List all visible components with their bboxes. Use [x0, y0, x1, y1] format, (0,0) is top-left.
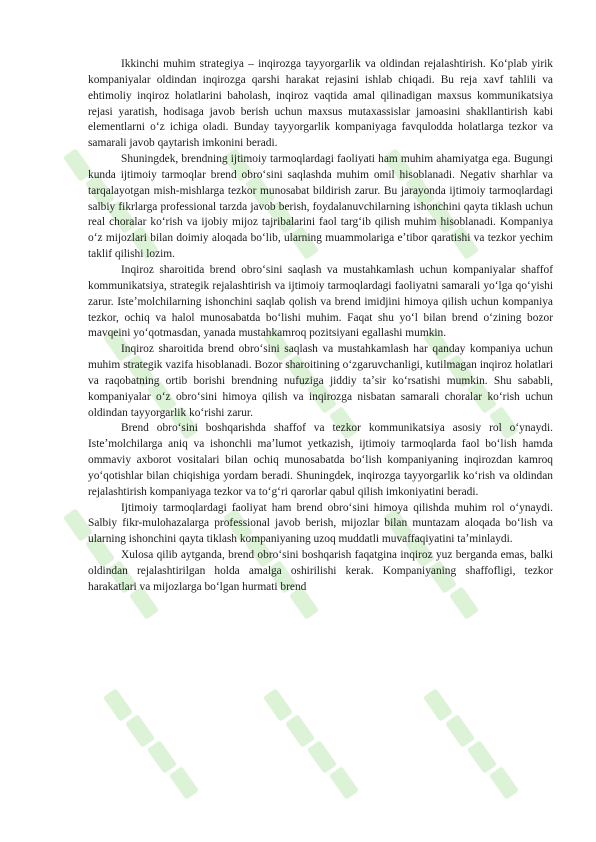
paragraph: Brend obroʻsini boshqarishda shaffof va tezkor kommunikatsiya asosiy rol oʻynaydi. Isteʼmolchilarga aniq va ishonchli maʼlumot yetkazish, ijtimoiy tarmoqlarda faol boʻlish hamda ommaviy axborot vositalari bilan ochiq munosabatda boʻlish kompaniyaning inqirozdan kamroq yoʻqotishlar bilan chiqishiga yordam beradi. Shuningdek, inqirozga tayyorgarlik koʻrish va oldindan rejalashtirish kompaniyaga tezkor va toʻgʻri qarorlar qabul qilish imkoniyatini beradi. [88, 422, 553, 498]
paragraph: Ikkinchi muhim strategiya – inqirozga tayyorgarlik va oldindan rejalashtirish. Koʻplab yirik kompaniyalar oldindan inqirozga qarshi harakat rejasini ishlab chiqadi. Bu reja xavf tahlili va ehtimoliy inqiroz holatlarini baholash, inqiroz vaqtida amal qilinadigan maxsus kommunikatsiya rejasi yaratish, hodisaga javob berish uchun maxsus mutaxassislar jamoasini shakllantirish kabi elementlarni oʻz ichiga oladi. Bunday tayyorgarlik kompaniyaga favqulodda holatlarga tezkor va samarali javob qaytarish imkonini beradi. [88, 58, 553, 150]
watermark-block [445, 714, 475, 748]
paragraph: Xulosa qilib aytganda, brend obroʻsini boshqarish faqatgina inqiroz yuz berganda emas, balki oldindan rejalashtirilgan holda amalga oshirilishi kerak. Kompaniyaning shaffofligi, tezkor harakatlari va mijozlarga boʻlgan hurmati brend [88, 549, 553, 593]
watermark-block [103, 688, 133, 722]
watermark-block [125, 714, 155, 748]
watermark-block [489, 766, 519, 800]
watermark-block [285, 714, 315, 748]
watermark-block [263, 688, 293, 722]
watermark-block [467, 740, 497, 774]
document-body [88, 57, 553, 596]
paragraph: Inqiroz sharoitida brend obroʻsini saqlash va mustahkamlash har qanday kompaniya uchun muhim strategik vazifa hisoblanadi. Bozor sharoitining oʻzgaruvchanligi, kutilmagan inqiroz holatlari va raqobatning ortib borishi brendning nufuziga jiddiy taʼsir koʻrsatishi mumkin. Shu sababli, kompaniyalar oʻz obroʻsini himoya qilish va inqirozga nisbatan samarali choralar koʻrish uchun oldindan tayyorgarlik koʻrishi zarur. [88, 343, 553, 419]
paragraph: Inqiroz sharoitida brend obroʻsini saqlash va mustahkamlash uchun kompaniyalar shaffof kommunikatsiya, strategik rejalashtirish va ijtimoiy tarmoqlardagi faoliyatni samarali yoʻlga qoʻyishi zarur. Isteʼmolchilarning ishonchini saqlab qolish va brend imidjini himoya qilish uchun kompaniya tezkor, ochiq va halol munosabatda boʻlishi muhim. Faqat shu yoʻl bilan brend oʻzining bozor mavqeini yoʻqotmasdan, yanada mustahkamroq pozitsiyani egallashi mumkin. [88, 263, 553, 340]
watermark-block [307, 740, 337, 774]
watermark-block [169, 766, 199, 800]
watermark-block [423, 688, 453, 722]
watermark-block [147, 740, 177, 774]
paragraph: Ijtimoiy tarmoqlardagi faoliyat ham brend obroʻsini himoya qilishda muhim rol oʻynaydi. Salbiy fikr-mulohazalarga professional javob berish, mijozlar bilan muntazam aloqada boʻlish va ularning ishonchini qayta tiklash kompaniyaning uzoq muddatli muvaffaqiyatini taʼminlaydi. [88, 501, 553, 546]
watermark-block [329, 766, 359, 800]
paragraph: Shuningdek, brendning ijtimoiy tarmoqlardagi faoliyati ham muhim ahamiyatga ega. Bugungi kunda ijtimoiy tarmoqlar brend obroʻsini saqlashda muhim omil hisoblanadi. Negativ sharhlar va tarqalayotgan mish-mishlarga tezkor munosabat bildirish zarur. Bu jarayonda ijtimoiy tarmoqlardagi salbiy fikrlarga professional tarzda javob berish, foydalanuvchilarning ishonchini qayta tiklash uchun real choralar koʻrish va ijobiy mijoz tajribalarini faol targʻib qilish muhim hisoblanadi. Kompaniya oʻz mijozlari bilan doimiy aloqada boʻlib, ularning muammolariga eʼtibor qaratishi va tezkor yechim taklif qilishi lozim. [88, 153, 553, 261]
